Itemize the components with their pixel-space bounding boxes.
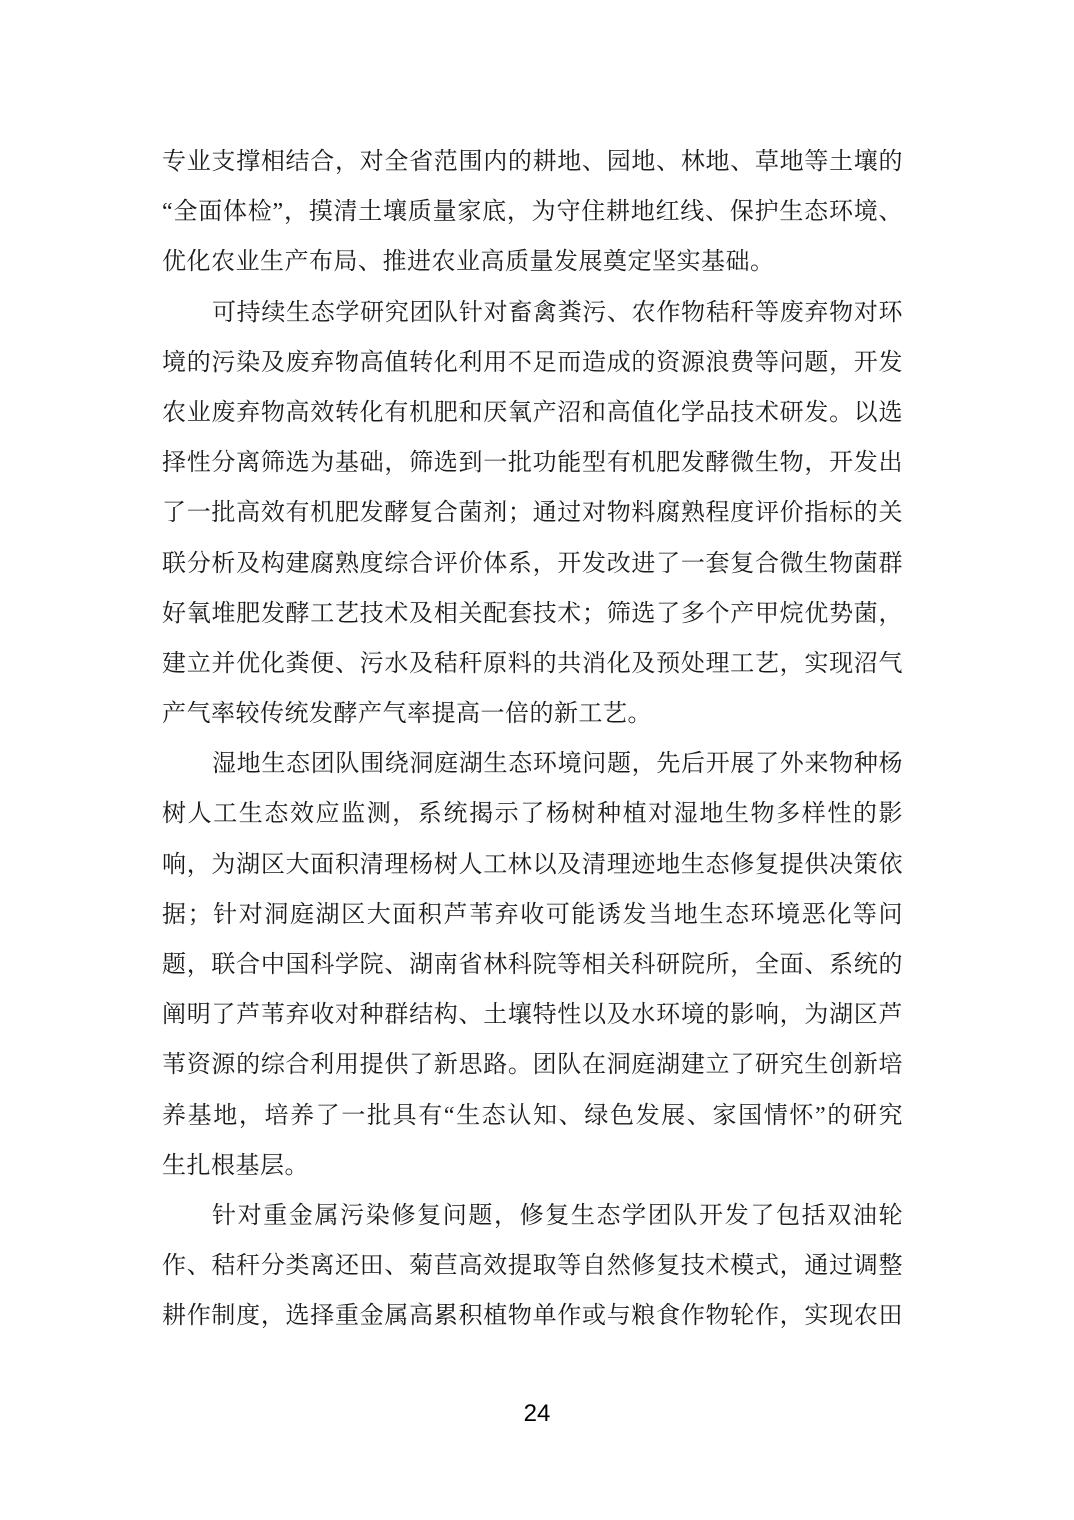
page-footer — [0, 1400, 1074, 1428]
text-line: 湿地生态团队围绕洞庭湖生态环境问题，先后开展了外来物种杨 — [212, 751, 903, 778]
text-line: 针对重金属污染修复问题，修复生态学团队开发了包括双油轮 — [212, 1202, 903, 1229]
text-line: 据；针对洞庭湖区大面积芦苇弃收可能诱发当地生态环境恶化等问 — [162, 901, 903, 928]
page-number: 24 — [523, 1400, 551, 1427]
text-line: 阐明了芦苇弃收对种群结构、土壤特性以及水环境的影响，为湖区芦 — [162, 1002, 903, 1029]
text-line: 联分析及构建腐熟度综合评价体系，开发改进了一套复合微生物菌群 — [162, 550, 903, 577]
text-line: 境的污染及废弃物高值转化利用不足而造成的资源浪费等问题，开发 — [162, 349, 903, 376]
text-line: 题，联合中国科学院、湖南省林科院等相关科研院所，全面、系统的 — [162, 952, 903, 978]
text-line: 养基地，培养了一批具有“生态认知、绿色发展、家国情怀”的研究 — [162, 1102, 903, 1129]
text-line: 耕作制度，选择重金属高累积植物单作或与粮食作物轮作，实现农田 — [162, 1303, 903, 1330]
paragraph — [162, 739, 903, 1191]
text-line: 了一批高效有机肥发酵复合菌剂；通过对物料腐熟程度评价指标的关 — [162, 500, 903, 527]
paragraph — [162, 1191, 903, 1342]
text-line: “全面体检”，摸清土壤质量家底，为守住耕地红线、保护生态环境、 — [162, 199, 903, 226]
text-line: 择性分离筛选为基础，筛选到一批功能型有机肥发酵微生物，开发出 — [162, 450, 903, 477]
text-line: 好氧堆肥发酵工艺技术及相关配套技术；筛选了多个产甲烷优势菌， — [162, 600, 903, 627]
paragraph — [162, 288, 903, 740]
text-line: 生扎根基层。 — [162, 1152, 309, 1179]
text-line: 农业废弃物高效转化有机肥和厌氧产沼和高值化学品技术研发。以选 — [162, 399, 903, 426]
text-line: 作、秸秆分类离还田、菊苣高效提取等自然修复技术模式，通过调整 — [162, 1253, 903, 1280]
text-line: 建立并优化粪便、污水及秸秆原料的共消化及预处理工艺，实现沼气 — [162, 650, 903, 677]
text-line: 树人工生态效应监测，系统揭示了杨树种植对湿地生物多样性的影 — [162, 801, 903, 828]
text-line: 响，为湖区大面积清理杨树人工林以及清理迹地生态修复提供决策依 — [162, 851, 903, 878]
text-line: 苇资源的综合利用提供了新思路。团队在洞庭湖建立了研究生创新培 — [162, 1052, 903, 1079]
text-line: 优化农业生产布局、推进农业高质量发展奠定坚实基础。 — [162, 249, 775, 276]
text-line: 产气率较传统发酵产气率提高一倍的新工艺。 — [162, 701, 652, 728]
paragraph — [162, 137, 903, 288]
text-line: 专业支撑相结合，对全省范围内的耕地、园地、林地、草地等土壤的 — [162, 149, 903, 175]
text-body — [162, 137, 903, 1342]
text-line: 可持续生态学研究团队针对畜禽粪污、农作物秸秆等废弃物对环 — [212, 299, 903, 326]
